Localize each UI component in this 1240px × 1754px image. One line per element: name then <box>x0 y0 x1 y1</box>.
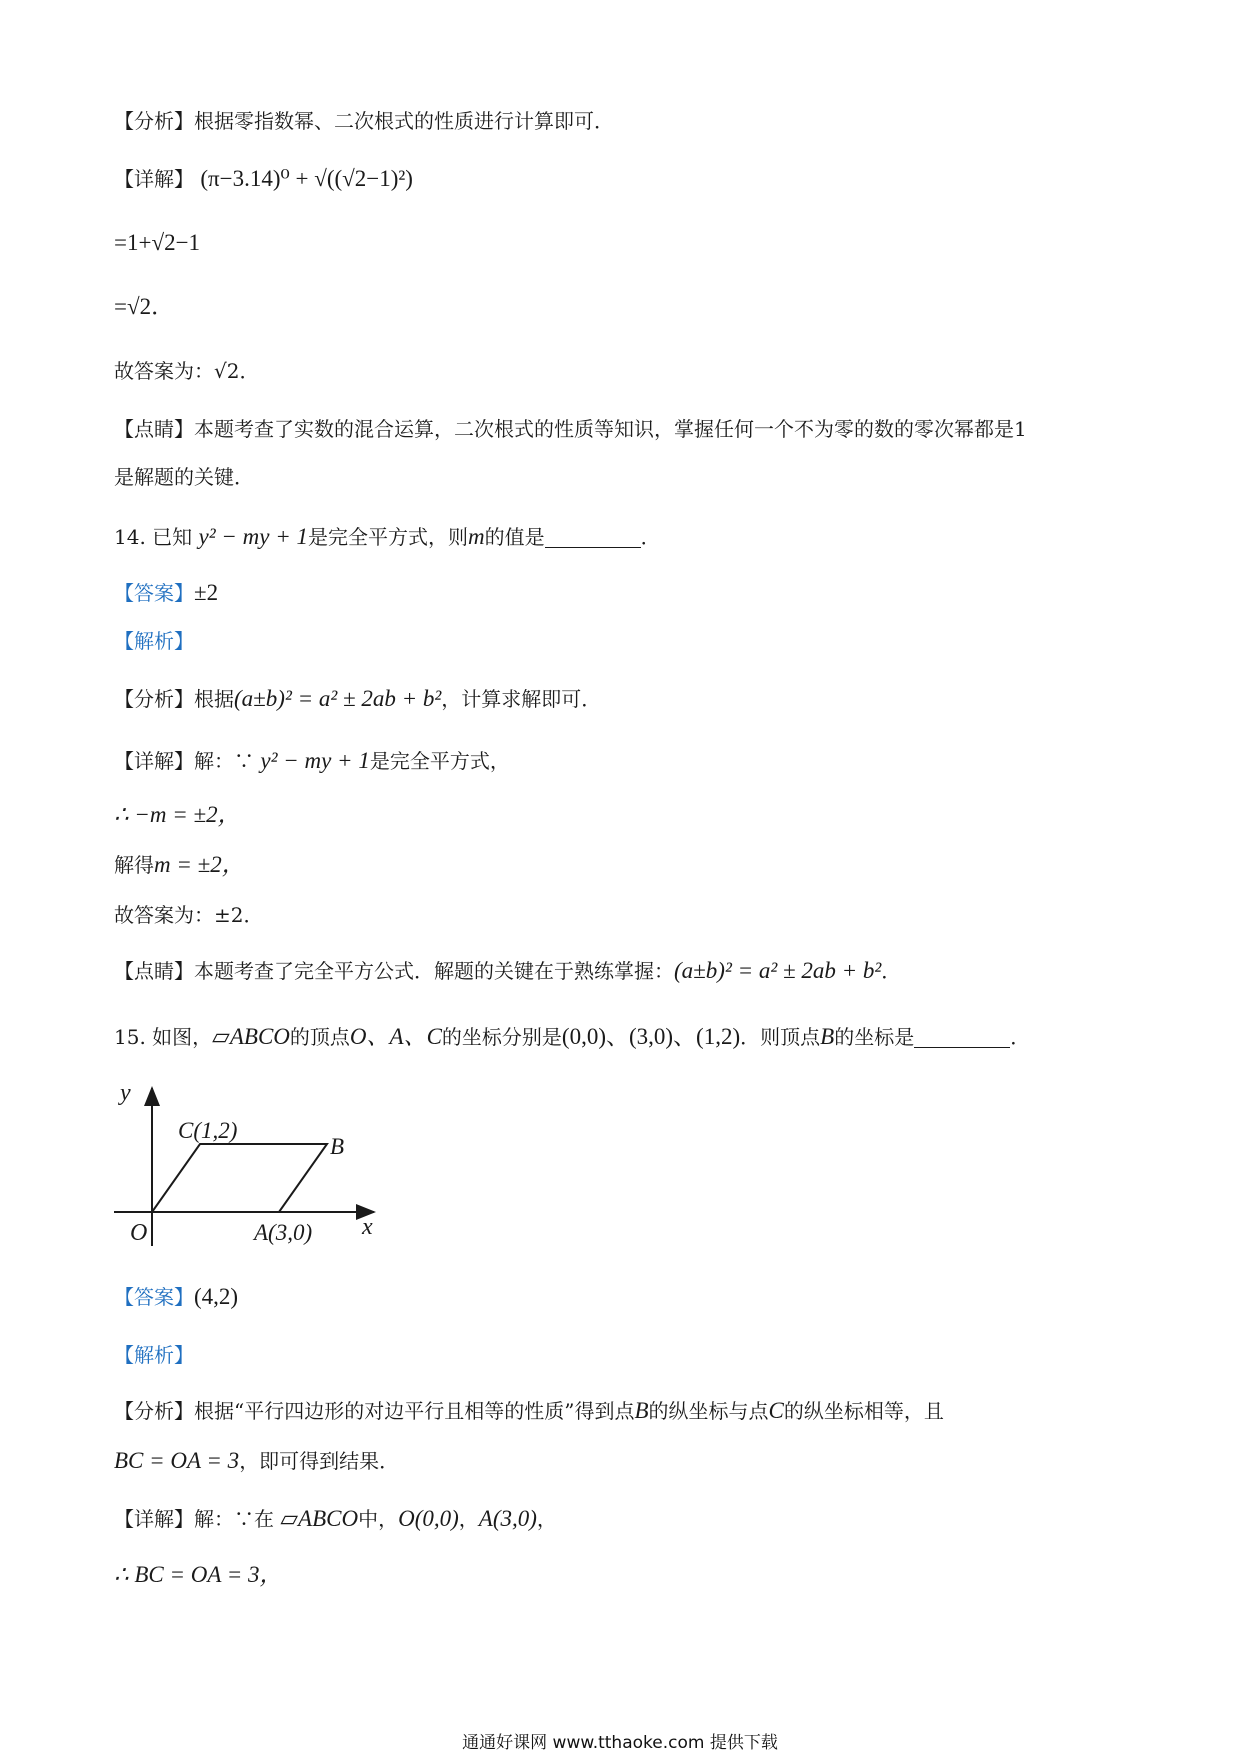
q15-number: 15. <box>114 1025 146 1049</box>
q15-stem-point-b: B <box>820 1024 835 1049</box>
q15-stem-end: ． <box>1010 1025 1031 1049</box>
q15-stem-coords: (0,0)、(3,0)、(1,2) <box>561 1024 741 1049</box>
q14-stem <box>114 522 661 552</box>
q15-answer-label: 【答案】 <box>114 1285 194 1309</box>
q14-comment <box>114 956 901 986</box>
q15-analysis-line-1 <box>114 1396 944 1426</box>
q15-stem <box>114 1022 1030 1052</box>
footer-source: 通通好课网 www.tthaoke.com 提供下载 <box>462 1733 778 1753</box>
q14-analysis-label: 【分析】根据 <box>114 687 234 711</box>
q15-explain-label: 【解析】 <box>114 1343 194 1367</box>
q15-detail-shape: ▱ABCO <box>280 1506 359 1531</box>
q14-detail-expression: y² − my + 1 <box>260 748 370 773</box>
q14-stem-a: 已知 <box>152 525 193 549</box>
q13-detail <box>114 164 413 194</box>
q15-detail-a-point: A(3,0) <box>478 1506 537 1531</box>
label-a: A(3,0) <box>254 1220 313 1245</box>
q15-detail-b: 中， <box>358 1507 399 1531</box>
q15-analysis-c: 的纵坐标与点 <box>648 1399 769 1423</box>
q13-step-1: =1+√2−1 <box>114 230 201 255</box>
q13-detail-label: 【详解】 <box>114 167 194 191</box>
q13-comment-line-1: 【点睛】本题考查了实数的混合运算，二次根式的性质等知识，掌握任何一个不为零的数的零次幂都是1 <box>114 417 1027 441</box>
q15-stem-d: ．则顶点 <box>740 1025 821 1049</box>
q14-comment-end: ． <box>881 959 902 983</box>
q14-stem-expression: y² − my + 1 <box>198 524 308 549</box>
q15-analysis-b: B <box>634 1398 649 1423</box>
label-c: C(1,2) <box>178 1118 238 1143</box>
q14-step-2 <box>114 850 245 880</box>
q14-stem-c: 的值是 <box>484 525 545 549</box>
q15-analysis-e: 的纵坐标相等，且 <box>783 1399 944 1423</box>
q15-stem-a: 如图， <box>152 1025 213 1049</box>
q13-detail-expression: (π−3.14)⁰ + √((√2−1)²) <box>200 166 413 191</box>
q15-analysis-a: 【分析】根据“平行四边形的对边平行且相等的性质”得到点 <box>114 1399 635 1423</box>
q14-comment-formula: (a±b)² = a² ± 2ab + b² <box>674 958 882 983</box>
q15-answer-value: (4,2) <box>194 1284 239 1309</box>
q14-answer-text: 故答案为：±2． <box>114 903 264 927</box>
q15-detail <box>114 1504 557 1534</box>
q15-stem-shape: ▱ABCO <box>212 1024 290 1049</box>
q14-number: 14. <box>114 525 146 549</box>
label-y: y <box>120 1080 131 1106</box>
q14-stem-b: 是完全平方式，则 <box>308 525 468 549</box>
q15-stem-points: O、A、C <box>349 1024 442 1049</box>
q13-step-2: =√2． <box>114 294 175 319</box>
q15-answer <box>114 1282 238 1312</box>
q13-analysis: 【分析】根据零指数幂、二次根式的性质进行计算即可． <box>114 109 614 133</box>
q13-answer-text: 故答案为：√2． <box>114 359 260 383</box>
q15-detail-end: ， <box>536 1507 557 1531</box>
q15-analysis-expression: BC = OA = 3 <box>114 1448 240 1473</box>
label-x: x <box>362 1214 373 1240</box>
q15-analysis-line-2 <box>114 1446 399 1476</box>
label-b: B <box>330 1134 345 1159</box>
q15-analysis-end: ，即可得到结果． <box>239 1449 400 1473</box>
q15-stem-c: 的坐标分别是 <box>441 1025 562 1049</box>
q14-step-2-a: 解得 <box>114 853 154 877</box>
q15-detail-o: O(0,0) <box>398 1506 459 1531</box>
label-o: O <box>130 1220 148 1246</box>
q15-answer-blank <box>914 1027 1010 1048</box>
q14-analysis-formula: (a±b)² = a² ± 2ab + b² <box>234 686 442 711</box>
q15-detail-a: 【详解】解：∵在 <box>114 1507 274 1531</box>
q15-stem-b: 的顶点 <box>289 1025 350 1049</box>
q15-step-1: ∴ BC = OA = 3， <box>114 1562 283 1587</box>
q14-answer-blank <box>545 527 641 548</box>
q14-answer <box>114 578 218 608</box>
q15-analysis-d: C <box>768 1398 784 1423</box>
q14-explain-label: 【解析】 <box>114 629 194 653</box>
q14-comment-a: 【点睛】本题考查了完全平方公式．解题的关键在于熟练掌握： <box>114 959 674 983</box>
q15-detail-sep: ， <box>458 1507 479 1531</box>
q14-analysis-end: ，计算求解即可． <box>441 687 602 711</box>
q15-stem-e: 的坐标是 <box>834 1025 915 1049</box>
q13-comment-line-2: 是解题的关键． <box>114 465 254 489</box>
parallelogram-figure <box>104 1080 394 1250</box>
q14-stem-end: ． <box>640 525 661 549</box>
q14-stem-variable: m <box>468 524 485 549</box>
q14-detail-label: 【详解】解：∵ <box>114 749 254 773</box>
q14-analysis <box>114 684 601 714</box>
q14-answer-label: 【答案】 <box>114 581 194 605</box>
q14-step-2-b: m = ±2， <box>154 852 245 877</box>
q14-detail <box>114 746 510 776</box>
q14-detail-end: 是完全平方式， <box>369 749 510 773</box>
q14-step-1: ∴ −m = ±2， <box>114 802 241 827</box>
q14-answer-value: ±2 <box>194 580 219 605</box>
parallelogram-abco <box>152 1144 327 1212</box>
